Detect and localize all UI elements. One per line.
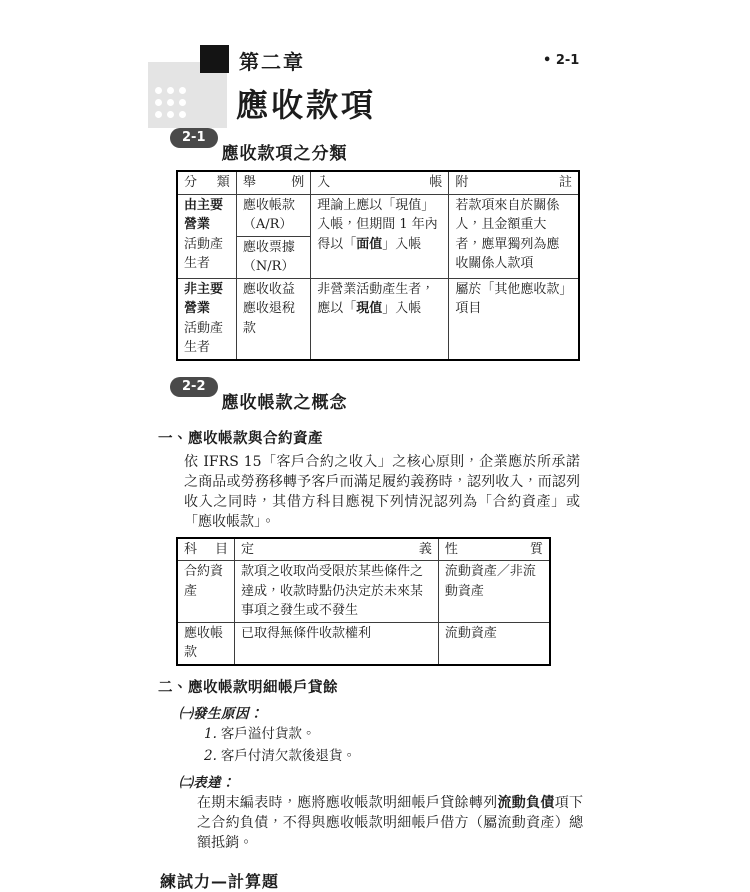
dot (167, 87, 174, 94)
cell-definition-ar: 已取得無條件收款權利 (235, 622, 439, 665)
cell-text: （N/R） (242, 259, 295, 274)
list-item-number: 1. (204, 725, 217, 742)
body-paragraph-ifrs15: 依 IFRS 15「客戶合約之收入」之核心原則，企業應於所承諾之商品或勞務移轉予客戶而滿足履約義務時，認列收入，而認列收入之同時，其借方科目應視下列情況認列為「合約資產」或「應收帳款」。 (184, 453, 580, 530)
dot (155, 111, 162, 118)
chapter-label: 第二章 (239, 50, 305, 74)
dot (179, 111, 186, 118)
cell-text: 活動產生者 (184, 320, 224, 355)
list-label-causes: ㈠發生原因： (179, 705, 263, 722)
section-title-2-1: 應收款項之分類 (221, 144, 348, 164)
table-row (177, 561, 550, 623)
list-item-1 (204, 725, 750, 744)
list-item-number: 2. (204, 747, 217, 764)
cell-text-bold: 現值 (356, 301, 383, 316)
cell-text: 」入帳 (382, 301, 422, 316)
table-header-row (177, 171, 579, 194)
dot (167, 111, 174, 118)
cell-text: 」入帳 (382, 236, 422, 252)
cell-example-other (236, 278, 310, 360)
table-row (177, 622, 550, 665)
cell-category-nonoperating (177, 278, 236, 360)
cell-text: 活動產生者 (184, 236, 224, 271)
contract-asset-table (176, 537, 551, 666)
cell-nature-ar: 流動資產 (438, 622, 550, 665)
cell-text-bold: 面值 (356, 236, 383, 252)
cell-nature-contract-asset: 流動資產／非流動資產 (438, 561, 550, 623)
section-header-2-1 (170, 128, 750, 164)
cell-text: 應收退稅款 (242, 301, 295, 336)
dot (179, 87, 186, 94)
page-content (0, 126, 750, 892)
column-header-definition: 定 義 (241, 541, 432, 557)
table-row (177, 194, 579, 236)
decorative-black-square (200, 45, 229, 73)
section-header-2-2 (170, 377, 750, 413)
body-paragraph-presentation (197, 793, 583, 853)
decorative-dots (155, 87, 186, 118)
cell-entry-nonoperating (311, 278, 449, 360)
subsection-heading-2: 二、應收帳款明細帳戶貸餘 (158, 678, 338, 696)
column-header-subject: 科 目 (184, 541, 229, 557)
practice-section-heading: 練試力—計算題 (160, 871, 280, 891)
section-badge-2-2: 2-2 (170, 377, 218, 397)
dot (155, 99, 162, 106)
cell-note-operating: 若款項來自於關係人，且金額重大者，應單獨列為應收關係人款項 (449, 194, 579, 278)
subsection-heading-1: 一、應收帳款與合約資產 (158, 429, 323, 447)
paragraph-text: 項下之合約負債，不得與應收帳款明細帳戶借方（屬流動資產）總額抵銷。 (197, 794, 584, 851)
paragraph-text-bold: 流動負債 (497, 794, 555, 811)
dot (179, 99, 186, 106)
cell-text: 應收帳款 (242, 197, 295, 213)
cell-note-nonoperating: 屬於「其他應收款」項目 (449, 278, 579, 360)
cell-text: 理論上應以「現值」入帳，但期間 1 年內得以「 (317, 197, 438, 252)
cell-text: 非主要營業 (184, 281, 224, 316)
column-header-note: 附 註 (455, 175, 572, 190)
paragraph-text: 在期末編表時，應將應收帳款明細帳戶貸餘轉列 (197, 794, 498, 811)
cell-subject-contract-asset: 合約資產 (177, 561, 235, 623)
cell-category-operating (177, 194, 236, 278)
list-item-text: 客戶付清欠款後退貨。 (220, 747, 356, 764)
column-header-category: 分 類 (184, 175, 230, 190)
cell-text: （A/R） (242, 217, 293, 232)
column-header-example: 舉 例 (242, 175, 305, 190)
table-header-row (177, 538, 550, 561)
cell-text: 非營業活動產生者，應以「 (317, 281, 435, 316)
dot (167, 99, 174, 106)
receivables-classification-table (176, 170, 580, 361)
column-header-nature: 性 質 (444, 541, 543, 557)
table-row (177, 278, 579, 360)
cell-entry-operating (311, 194, 449, 278)
cell-text: 由主要營業 (184, 197, 224, 232)
list-label-presentation: ㈡表達： (179, 774, 235, 791)
cell-definition-contract-asset: 款項之收取尚受限於某些條件之達成，收款時點仍決定於未來某事項之發生或不發生 (235, 561, 439, 623)
list-item-text: 客戶溢付貨款。 (220, 725, 316, 742)
section-title-2-2: 應收帳款之概念 (221, 392, 348, 413)
list-item-2 (204, 747, 750, 766)
cell-text: 應收收益 (242, 281, 295, 297)
cell-text: 應收票據 (242, 239, 295, 255)
page-number: • 2-1 (543, 53, 580, 68)
cell-example-ar (236, 194, 310, 236)
dot (155, 87, 162, 94)
cell-subject-ar: 應收帳款 (177, 622, 235, 665)
page-title: 應收款項 (236, 86, 377, 124)
section-badge-2-1: 2-1 (170, 128, 218, 148)
column-header-entry: 入 帳 (317, 175, 443, 190)
cell-example-nr (236, 236, 310, 278)
